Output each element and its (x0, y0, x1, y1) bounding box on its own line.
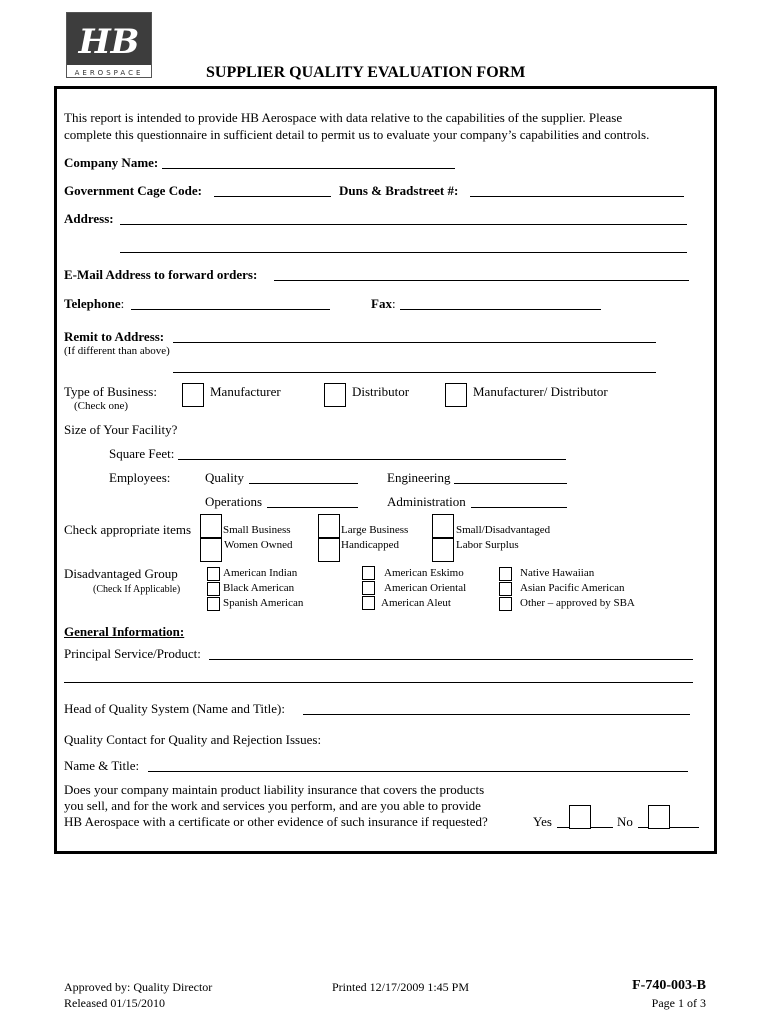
fax-label: Fax (371, 296, 392, 311)
remit-field-1[interactable] (173, 342, 656, 343)
address-field-2[interactable] (120, 252, 687, 253)
large-business-checkbox[interactable] (318, 514, 340, 538)
spanish-american-label: Spanish American (223, 597, 304, 609)
facility-label: Size of Your Facility? (64, 422, 178, 437)
operations-label: Operations (205, 494, 263, 509)
small-disadvantaged-checkbox[interactable] (432, 514, 454, 538)
small-business-checkbox[interactable] (200, 514, 222, 538)
quality-label: Quality (205, 470, 244, 485)
other-sba-checkbox[interactable] (499, 597, 512, 611)
intro-line-1: This report is intended to provide HB Aerospace with data relative to the capabilities of the supplier. Please (64, 110, 623, 125)
telephone-colon: : (120, 296, 125, 311)
asian-pacific-american-label: Asian Pacific American (520, 582, 625, 594)
american-aleut-checkbox[interactable] (362, 596, 375, 610)
business-type-label: Type of Business: (64, 384, 157, 399)
released-date: Released 01/15/2010 (64, 996, 165, 1010)
administration-label: Administration (387, 494, 466, 509)
manufacturer-distributor-label: Manufacturer/ Distributor (473, 384, 608, 399)
american-oriental-checkbox[interactable] (362, 581, 375, 595)
disadvantaged-note: (Check If Applicable) (93, 584, 181, 595)
square-feet-label: Square Feet: (109, 446, 175, 461)
approved-by: Approved by: Quality Director (64, 980, 213, 994)
american-aleut-label: American Aleut (381, 597, 451, 609)
head-quality-label: Head of Quality System (Name and Title): (64, 701, 285, 716)
printed-date: Printed 12/17/2009 1:45 PM (332, 980, 470, 994)
hb-aerospace-logo (66, 12, 152, 78)
other-sba-label: Other – approved by SBA (520, 597, 635, 609)
yes-label: Yes (533, 814, 552, 829)
distributor-label: Distributor (352, 384, 410, 399)
employees-label: Employees: (109, 470, 171, 485)
handicapped-label: Handicapped (341, 539, 400, 551)
women-owned-checkbox[interactable] (200, 538, 222, 562)
company-name-label: Company Name: (64, 155, 159, 170)
asian-pacific-american-checkbox[interactable] (499, 582, 512, 596)
administration-field[interactable] (471, 507, 567, 508)
small-disadvantaged-label: Small/Disadvantaged (456, 524, 551, 536)
duns-field[interactable] (470, 196, 684, 197)
manufacturer-label: Manufacturer (210, 384, 281, 399)
address-field-1[interactable] (120, 224, 687, 225)
spanish-american-checkbox[interactable] (207, 597, 220, 611)
black-american-label: Black American (223, 582, 295, 594)
address-label: Address: (64, 211, 114, 226)
disadvantaged-label: Disadvantaged Group (64, 566, 178, 581)
principal-label: Principal Service/Product: (64, 646, 201, 661)
cage-code-field[interactable] (214, 196, 331, 197)
insurance-line-2: you sell, and for the work and services you perform, and are you able to provide (64, 798, 481, 813)
page-number: Page 1 of 3 (651, 996, 706, 1010)
insurance-line-3: HB Aerospace with a certificate or other evidence of such insurance if requested? (64, 814, 488, 829)
general-info-heading: General Information: (64, 624, 185, 639)
duns-label: Duns & Bradstreet #: (339, 183, 459, 198)
telephone-field[interactable] (131, 309, 330, 310)
handicapped-checkbox[interactable] (318, 538, 340, 562)
square-feet-field[interactable] (178, 459, 566, 460)
manufacturer-checkbox[interactable] (182, 383, 204, 407)
native-hawaiian-checkbox[interactable] (499, 567, 512, 581)
labor-surplus-label: Labor Surplus (456, 539, 519, 551)
large-business-label: Large Business (341, 524, 409, 536)
principal-field-2[interactable] (64, 682, 693, 683)
svg-text:AEROSPACE: AEROSPACE (74, 69, 144, 77)
engineering-field[interactable] (454, 483, 567, 484)
small-business-label: Small Business (223, 524, 291, 536)
black-american-checkbox[interactable] (207, 582, 220, 596)
american-indian-label: American Indian (223, 567, 298, 579)
american-oriental-label: American Oriental (384, 582, 467, 594)
insurance-line-1: Does your company maintain product liability insurance that covers the products (64, 782, 485, 797)
principal-field-1[interactable] (209, 659, 693, 660)
engineering-label: Engineering (387, 470, 451, 485)
women-owned-label: Women Owned (224, 539, 293, 551)
native-hawaiian-label: Native Hawaiian (520, 567, 595, 579)
name-title-label: Name & Title: (64, 758, 140, 773)
yes-checkbox[interactable] (569, 805, 591, 829)
form-number: F-740-003-B (632, 978, 706, 993)
quality-field[interactable] (249, 483, 358, 484)
business-type-note: (Check one) (74, 400, 129, 412)
cage-code-label: Government Cage Code: (64, 183, 202, 198)
form-title: SUPPLIER QUALITY EVALUATION FORM (206, 64, 526, 81)
fax-colon: : (391, 296, 396, 311)
check-items-label: Check appropriate items (64, 522, 192, 537)
head-quality-field[interactable] (303, 714, 690, 715)
operations-field[interactable] (267, 507, 358, 508)
email-label: E-Mail Address to forward orders: (64, 267, 258, 282)
american-eskimo-checkbox[interactable] (362, 566, 375, 580)
company-name-field[interactable] (162, 168, 455, 169)
manufacturer-distributor-checkbox[interactable] (445, 383, 467, 407)
remit-field-2[interactable] (173, 372, 656, 373)
no-checkbox[interactable] (648, 805, 670, 829)
name-title-field[interactable] (148, 771, 688, 772)
quality-contact-label: Quality Contact for Quality and Rejection Issues: (64, 732, 322, 747)
labor-surplus-checkbox[interactable] (432, 538, 454, 562)
intro-line-2: complete this questionnaire in sufficient detail to permit us to evaluate your company’s capabilities and controls. (64, 127, 650, 142)
email-field[interactable] (274, 280, 689, 281)
remit-label: Remit to Address: (64, 329, 165, 344)
svg-text:HB: HB (78, 22, 140, 62)
american-eskimo-label: American Eskimo (384, 567, 464, 579)
remit-note: (If different than above) (64, 345, 170, 357)
american-indian-checkbox[interactable] (207, 567, 220, 581)
telephone-label: Telephone (64, 296, 121, 311)
no-label: No (617, 814, 633, 829)
fax-field[interactable] (400, 309, 601, 310)
distributor-checkbox[interactable] (324, 383, 346, 407)
